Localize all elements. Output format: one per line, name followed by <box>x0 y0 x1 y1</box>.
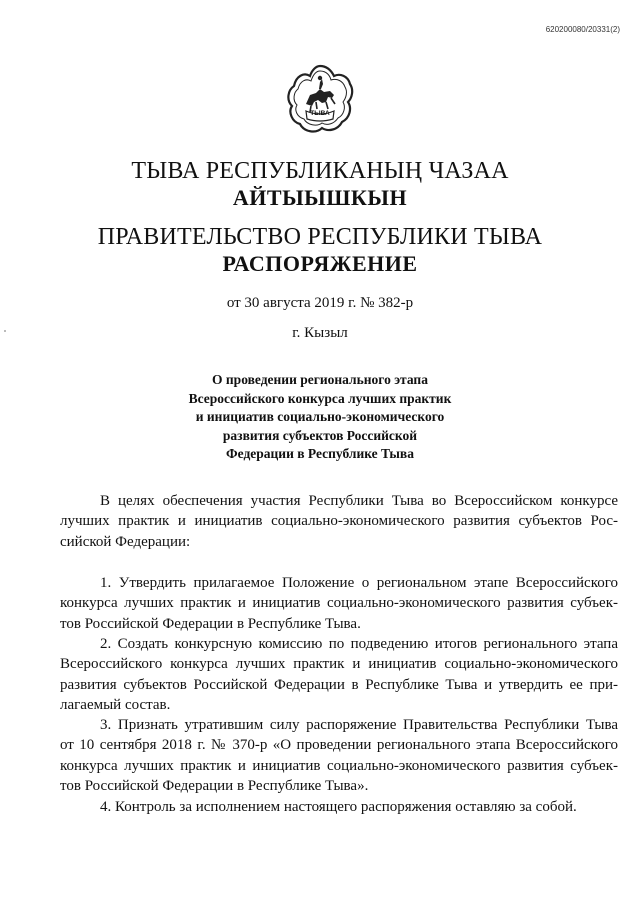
document-city: г. Кызыл <box>292 325 348 341</box>
title-line: развития субъектов Российской <box>222 427 418 443</box>
intro-paragraph <box>60 491 618 552</box>
item-1-paragraph <box>60 573 618 634</box>
russian-document-type: РАСПОРЯЖЕНИЕ <box>222 251 418 276</box>
paragraph-line: от 10 сентября 2018 г. № 370-р «О проведении регионального этапа Всероссийского <box>60 737 618 754</box>
paragraph-line: сийской Федерации: <box>60 533 191 550</box>
emblem-label: ТЫВА <box>310 110 330 117</box>
item-4-paragraph <box>60 797 618 817</box>
item-3-paragraph <box>60 715 618 797</box>
title-line: и инициатив социально-экономического <box>195 409 445 425</box>
paragraph-line: лагаемый состав. <box>60 697 171 714</box>
paragraph-line: 1. Утвердить прилагаемое Положение о региональном этапе Всероссийского <box>100 575 618 591</box>
paragraph-line: развития субъектов Российской Федерации в Республике Тыва и утвердить ее при- <box>60 676 618 693</box>
paragraph-line: лучших практик и инициатив социально-экономического развития субъектов Рос- <box>60 513 618 530</box>
tyva-government-title: ТЫВА РЕСПУБЛИКАНЫҢ ЧАЗАА <box>131 158 509 184</box>
title-line: Федерации в Республике Тыва <box>226 446 414 462</box>
document-title <box>0 371 640 464</box>
paragraph-line: Всероссийского конкурса лучших практик и инициатив социально-экономического <box>60 656 618 673</box>
russian-government-title: ПРАВИТЕЛЬСТВО РЕСПУБЛИКИ ТЫВА <box>97 224 543 250</box>
tyva-document-type: АЙТЫЫШКЫН <box>232 185 408 210</box>
paragraph-line: В целях обеспечения участия Республики Тыва во Всероссийском конкурсе <box>100 493 618 509</box>
document-date-number: от 30 августа 2019 г. № 382-р <box>226 295 414 311</box>
paragraph-line: тов Российской Федерации в Республике Тыва». <box>60 778 369 795</box>
paragraph-line: 4. Контроль за исполнением настоящего распоряжения оставляю за собой. <box>100 799 577 815</box>
paragraph-line: 2. Создать конкурсную комиссию по подведению итогов регионального этапа <box>100 636 618 652</box>
paragraph-line: тов Российской Федерации в Республике Тыва. <box>60 615 361 632</box>
title-line: Всероссийского конкурса лучших практик <box>188 390 452 406</box>
paragraph-line: 3. Признать утратившим силу распоряжение Правительства Республики Тыва <box>100 717 618 733</box>
scan-speck <box>4 330 6 332</box>
paragraph-line: конкурса лучших практик и инициатив социально-экономического развития субъек- <box>60 757 618 774</box>
item-2-paragraph <box>60 634 618 716</box>
tyva-coat-of-arms-icon <box>282 62 358 138</box>
title-line: О проведении регионального этапа <box>212 372 428 387</box>
paragraph-line: конкурса лучших практик и инициатив социально-экономического развития субъек- <box>60 595 618 612</box>
document-barcode-number: 620200080/20331(2) <box>545 25 620 34</box>
